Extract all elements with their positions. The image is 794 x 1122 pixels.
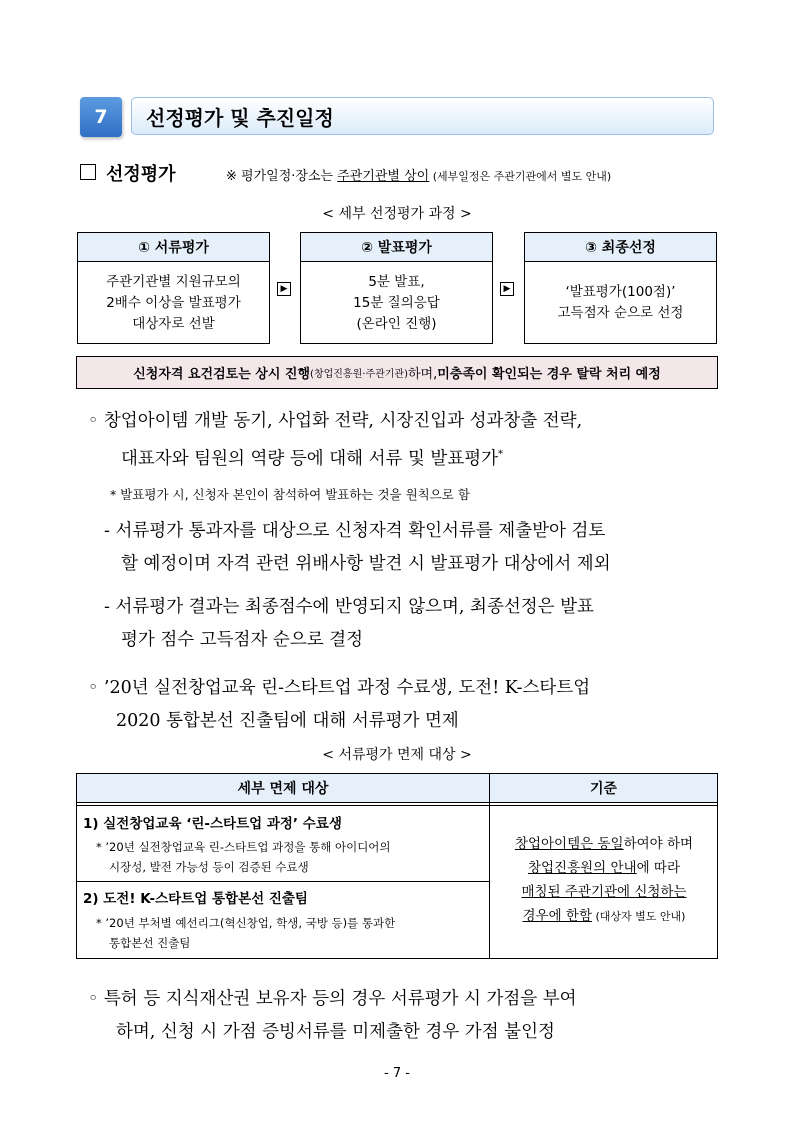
bullet-evaluation-criteria-cont: 대표자와 팀원의 역량 등에 대해 서류 및 발표평가* — [121, 448, 504, 469]
exemption-item-2-note-cont: 통합본선 진출팀 — [109, 936, 191, 950]
row-divider — [76, 881, 490, 882]
step-body: 5분 발표, 15분 질의응답 (온라인 진행) — [353, 273, 440, 332]
page-number: - 7 - — [384, 1066, 410, 1081]
footnote-presentation: * 발표평가 시, 신청자 본인이 참석하여 발표하는 것을 원칙으로 함 — [110, 487, 470, 502]
subsection-title: 선정평가 — [106, 164, 176, 185]
requirement-notice: 신청자격 요건검토는 상시 진행 (창업진흥원·주관기관) 하며, 미충족이 확인되는 경우 탈락 처리 예정 — [76, 356, 718, 389]
exemption-item-2-note: * ’20년 부처별 예선리그(혁신창업, 학생, 국방 등)를 통과한 — [96, 916, 396, 930]
dash-final-score: - 서류평가 결과는 최종점수에 반영되지 않으며, 최종선정은 발표 — [104, 597, 594, 617]
table-header-target: 세부 면제 대상 — [76, 773, 490, 803]
step-title: ② 발표평가 — [301, 233, 492, 262]
bullet-ip-bonus: ◦ 특허 등 지식재산권 보유자 등의 경우 서류평가 시 가점을 부여 — [88, 989, 577, 1009]
section-title: 선정평가 및 추진일정 — [131, 97, 714, 135]
schedule-note: ※ 평가일정·장소는 주관기관별 상이 (세부일정은 주관기관에서 별도 안내) — [226, 169, 612, 184]
dash-document-check: - 서류평가 통과자를 대상으로 신청자격 확인서류를 제출받아 검토 — [104, 521, 606, 541]
step-body: 주관기관별 지원규모의 2배수 이상을 발표평가 대상자로 선발 — [106, 273, 241, 332]
exemption-item-1-title: 1) 실전창업교육 ‘린-스타트업 과정’ 수료생 — [83, 816, 342, 832]
bullet-exemption-cont: 2020 통합본선 진출팀에 대해 서류평가 면제 — [116, 711, 459, 731]
step-title: ③ 최종선정 — [525, 233, 716, 262]
step-title: ① 서류평가 — [78, 233, 269, 262]
exemption-item-2-title: 2) 도전! K-스타트업 통합본선 진출팀 — [83, 891, 308, 907]
dash-final-score-cont: 평가 점수 고득점자 순으로 결정 — [121, 630, 364, 650]
step-box-final-selection — [524, 232, 717, 344]
checkbox-square-icon — [80, 164, 96, 180]
arrow-right-icon: ▶ — [500, 282, 514, 296]
process-caption: < 세부 선정평가 과정 > — [322, 206, 472, 222]
section-number: 7 — [80, 97, 122, 137]
exemption-caption: < 서류평가 면제 대상 > — [322, 747, 472, 763]
exemption-item-1-note: * ’20년 실전창업교육 린-스타트업 과정을 통해 아이디어의 — [96, 840, 391, 854]
step-body: ‘발표평가(100점)’ 고득점자 순으로 선정 — [557, 284, 684, 321]
bullet-exemption: ◦ ’20년 실전창업교육 린-스타트업 과정 수료생, 도전! K-스타트업 — [88, 678, 591, 698]
table-header-criteria: 기준 — [489, 773, 718, 803]
arrow-right-icon: ▶ — [277, 282, 291, 296]
dash-document-check-cont: 할 예정이며 자격 관련 위배사항 발견 시 발표평가 대상에서 제외 — [121, 554, 611, 574]
step-box-document-review — [77, 232, 270, 344]
header-double-line — [76, 805, 718, 806]
step-box-presentation — [300, 232, 493, 344]
bullet-ip-bonus-cont: 하며, 신청 시 가점 증빙서류를 미제출한 경우 가점 불인정 — [116, 1022, 555, 1042]
exemption-item-1-note-cont: 시장성, 발전 가능성 등이 검증된 수료생 — [109, 860, 309, 874]
exemption-criteria: 창업아이템은 동일하여야 하며 창업진흥원의 안내에 따라 매칭된 주관기관에 신청하는 경우에 한함 (대상자 별도 안내) — [514, 836, 694, 924]
bullet-evaluation-criteria: ◦ 창업아이템 개발 동기, 사업화 전략, 시장진입과 성과창출 전략, — [88, 411, 583, 431]
